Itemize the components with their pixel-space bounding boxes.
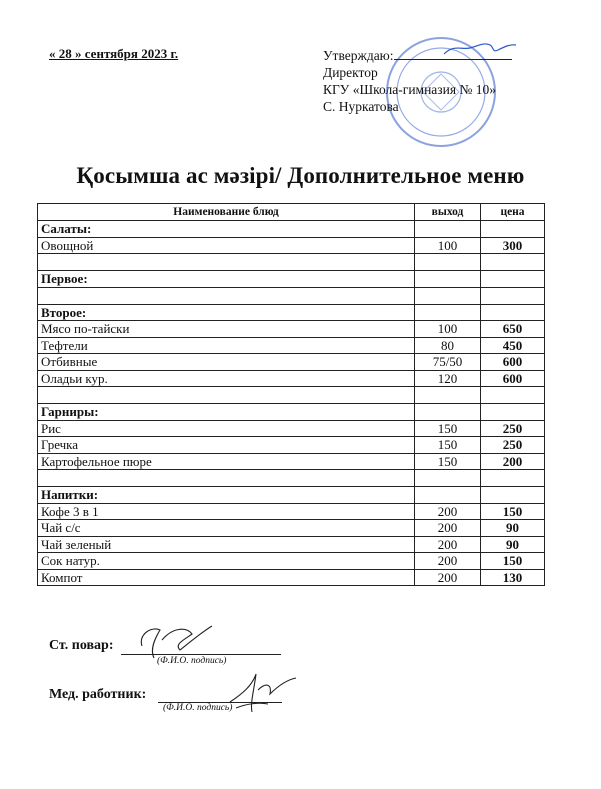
medic-caption: (Ф.И.О. подпись): [163, 703, 233, 713]
empty-cell: [481, 287, 545, 304]
dish-output: 200: [415, 569, 481, 586]
dish-output: 80: [415, 337, 481, 354]
dish-name: Отбивные: [38, 354, 415, 371]
section-row: [38, 487, 545, 504]
dish-price: 650: [481, 321, 545, 338]
dish-name: Тефтели: [38, 337, 415, 354]
empty-cell: [415, 221, 481, 238]
empty-cell: [481, 271, 545, 288]
dish-name: Гречка: [38, 437, 415, 454]
dish-name: Сок натур.: [38, 553, 415, 570]
dish-price: 300: [481, 237, 545, 254]
table-row: [38, 453, 545, 470]
document-date: « 28 » сентября 2023 г.: [49, 46, 179, 61]
dish-name: Овощной: [38, 237, 415, 254]
empty-cell: [38, 387, 415, 404]
handwritten-signature-icon: [222, 664, 306, 716]
empty-cell: [481, 254, 545, 271]
empty-cell: [415, 287, 481, 304]
empty-cell: [415, 404, 481, 421]
approve-label: Утверждаю:: [323, 48, 394, 63]
director-name: С. Нуркатова: [323, 99, 399, 114]
column-header-price: цена: [481, 204, 545, 221]
dish-output: 200: [415, 520, 481, 537]
section-row: [38, 271, 545, 288]
dish-price: 90: [481, 536, 545, 553]
dish-name: Оладьи кур.: [38, 370, 415, 387]
empty-cell: [415, 487, 481, 504]
dish-name: Компот: [38, 569, 415, 586]
dish-name: Чай с/с: [38, 520, 415, 537]
dish-output: 120: [415, 370, 481, 387]
table-row: [38, 370, 545, 387]
empty-cell: [481, 470, 545, 487]
dish-output: 100: [415, 237, 481, 254]
handwritten-signature-icon: [440, 36, 520, 60]
empty-cell: [415, 387, 481, 404]
medic-label: Мед. работник:: [49, 687, 147, 702]
empty-cell: [415, 304, 481, 321]
section-row: [38, 304, 545, 321]
empty-row: [38, 470, 545, 487]
table-row: [38, 553, 545, 570]
cook-caption: (Ф.И.О. подпись): [157, 656, 227, 666]
dish-output: 200: [415, 553, 481, 570]
empty-cell: [481, 487, 545, 504]
empty-cell: [481, 304, 545, 321]
table-row: [38, 536, 545, 553]
table-row: [38, 520, 545, 537]
dish-price: 250: [481, 437, 545, 454]
table-row: [38, 569, 545, 586]
column-header-output: выход: [415, 204, 481, 221]
dish-price: 600: [481, 370, 545, 387]
empty-row: [38, 254, 545, 271]
dish-price: 200: [481, 453, 545, 470]
empty-cell: [38, 254, 415, 271]
empty-cell: [38, 470, 415, 487]
section-title: Первое:: [38, 271, 415, 288]
empty-cell: [481, 387, 545, 404]
dish-output: 150: [415, 453, 481, 470]
empty-cell: [38, 287, 415, 304]
table-row: [38, 321, 545, 338]
dish-output: 100: [415, 321, 481, 338]
empty-row: [38, 387, 545, 404]
empty-cell: [415, 271, 481, 288]
director-position: Директор: [323, 65, 378, 80]
column-header-dish: Наименование блюд: [38, 204, 415, 221]
page-title: Қосымша ас мәзірі/ Дополнительное меню: [76, 163, 525, 188]
empty-cell: [481, 404, 545, 421]
section-title: Напитки:: [38, 487, 415, 504]
dish-price: 130: [481, 569, 545, 586]
dish-price: 150: [481, 553, 545, 570]
menu-table: [37, 203, 545, 586]
table-row: [38, 354, 545, 371]
cook-label: Ст. повар:: [49, 638, 114, 653]
handwritten-signature-icon: [132, 620, 222, 664]
dish-output: 200: [415, 503, 481, 520]
dish-price: 250: [481, 420, 545, 437]
section-title: Салаты:: [38, 221, 415, 238]
section-title: Второе:: [38, 304, 415, 321]
dish-price: 450: [481, 337, 545, 354]
dish-price: 150: [481, 503, 545, 520]
table-row: [38, 420, 545, 437]
table-header-row: [38, 204, 545, 221]
table-row: [38, 237, 545, 254]
dish-name: Картофельное пюре: [38, 453, 415, 470]
empty-cell: [415, 470, 481, 487]
organization-name: КГУ «Школа-гимназия № 10»: [323, 82, 496, 97]
table-row: [38, 437, 545, 454]
dish-output: 200: [415, 536, 481, 553]
empty-cell: [415, 254, 481, 271]
dish-name: Мясо по-тайски: [38, 321, 415, 338]
dish-name: Чай зеленый: [38, 536, 415, 553]
menu-table-body: [38, 221, 545, 586]
dish-output: 150: [415, 437, 481, 454]
empty-cell: [481, 221, 545, 238]
section-row: [38, 221, 545, 238]
dish-output: 75/50: [415, 354, 481, 371]
dish-name: Рис: [38, 420, 415, 437]
empty-row: [38, 287, 545, 304]
section-row: [38, 404, 545, 421]
dish-price: 90: [481, 520, 545, 537]
table-row: [38, 503, 545, 520]
section-title: Гарниры:: [38, 404, 415, 421]
dish-output: 150: [415, 420, 481, 437]
table-row: [38, 337, 545, 354]
dish-price: 600: [481, 354, 545, 371]
dish-name: Кофе 3 в 1: [38, 503, 415, 520]
